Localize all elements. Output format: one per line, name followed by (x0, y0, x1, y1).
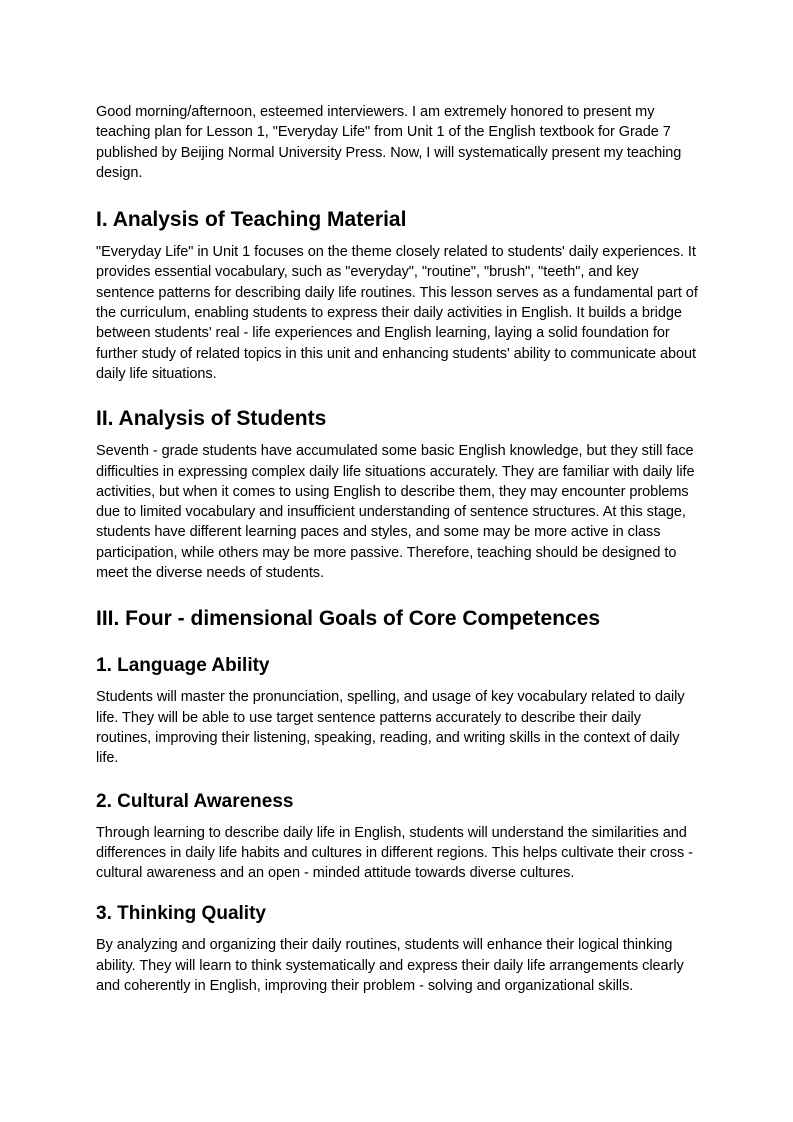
section-heading-students: II. Analysis of Students (96, 407, 327, 431)
document-page (96, 102, 700, 996)
section-body-teaching-material: "Everyday Life" in Unit 1 focuses on the theme closely related to students' daily experiences. It provides essential vocabulary, such as "everyday", "routine", "brush", "teeth", and key sentence patterns for describing daily life routines. This lesson serves as a fundamental part of the curriculum, enabling students to express their daily activities in English. It builds a bridge between students' real - life experiences and English learning, laying a solid foundation for further study of related topics in this unit and enhancing students' ability to communicate about daily life situations. (96, 244, 698, 382)
subsection-heading-language-ability: 1. Language Ability (96, 655, 270, 677)
subsection-heading-thinking-quality: 3. Thinking Quality (96, 903, 266, 925)
subsection-heading-cultural-awareness: 2. Cultural Awareness (96, 790, 294, 812)
section-body-students: Seventh - grade students have accumulated some basic English knowledge, but they still face difficulties in expressing complex daily life situations accurately. They are familiar with daily life activities, but when it comes to using English to describe them, they may encounter problems due to limited vocabulary and insufficient understanding of sentence structures. At this stage, students have different learning paces and styles, and some may be more active in class participation, while others may be more passive. Therefore, teaching should be designed to meet the diverse needs of students. (96, 443, 695, 582)
subsection-body-cultural-awareness: Through learning to describe daily life in English, students will understand the similarities and differences in daily life habits and cultures in different regions. This helps cultivate their cross - cultural awareness and an open - minded attitude towards diverse cultures. (96, 824, 693, 882)
subsection-body-thinking-quality: By analyzing and organizing their daily routines, students will enhance their logical thinking ability. They will learn to think systematically and express their daily life arrangements clearly and coherently in English, improving their problem - solving and organizational skills. (96, 937, 684, 995)
intro-paragraph: Good morning/afternoon, esteemed interviewers. I am extremely honored to present my teaching plan for Lesson 1, "Everyday Life" from Unit 1 of the English textbook for Grade 7 published by Beijing Normal University Press. Now, I will systematically present my teaching design. (96, 104, 682, 181)
subsection-body-language-ability: Students will master the pronunciation, spelling, and usage of key vocabulary related to daily life. They will be able to use target sentence patterns accurately to describe their daily routines, improving their listening, speaking, reading, and writing skills in the context of daily life. (96, 689, 685, 767)
section-heading-teaching-material: I. Analysis of Teaching Material (96, 208, 407, 232)
section-heading-core-competences: III. Four - dimensional Goals of Core Competences (96, 607, 601, 631)
